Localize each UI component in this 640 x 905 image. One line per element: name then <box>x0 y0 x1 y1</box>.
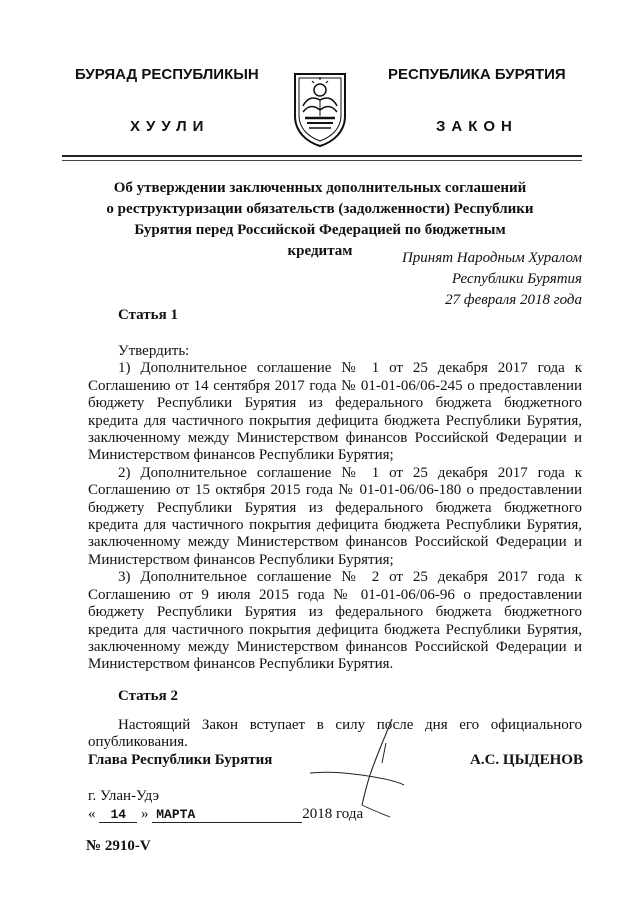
law-title-line: о реструктуризации обязательств (задолженности) Республики <box>106 201 534 217</box>
adoption-line: Республики Бурятия <box>451 271 582 287</box>
coat-of-arms-icon <box>291 70 349 148</box>
article-2-text: Настоящий Закон вступает в силу после дня его официального опубликования. <box>88 717 582 751</box>
adoption-line: Принят Народным Хуралом <box>401 250 582 266</box>
date-close-quote: » <box>141 806 149 822</box>
signing-date <box>88 806 363 823</box>
article-1-item: 2) Дополнительное соглашение № 1 от 25 декабря 2017 года к Соглашению от 15 октября 2015 года № 01-01-06/06-180 о предоставлении бюджету Республики Бурятия из федерального бюджета бюджетного кредита для частичного покрытия дефицита бюджета Республики Бурятия, заключенному между Министерством финансов Российской Федерации и Министерством финансов Республики Бурятия; <box>88 464 582 568</box>
handwritten-signature <box>300 715 410 820</box>
adoption-date: 27 февраля 2018 года <box>445 292 582 308</box>
header-right-title: РЕСПУБЛИКА БУРЯТИЯ <box>388 66 566 83</box>
article-2-heading: Статья 2 <box>118 688 178 704</box>
signatory-position: Глава Республики Бурятия <box>88 752 273 768</box>
law-number: № 2910-V <box>86 838 151 854</box>
header-rule-thick <box>62 155 582 157</box>
date-year: 2018 года <box>302 806 364 822</box>
signatory-name: А.С. ЦЫДЕНОВ <box>470 752 583 768</box>
date-day: 14 <box>99 807 137 823</box>
law-title-line: Об утверждении заключенных дополнительных соглашений <box>113 180 527 196</box>
header-left-title: БУРЯАД РЕСПУБЛИКЫН <box>75 66 259 83</box>
place: г. Улан-Удэ <box>88 788 160 804</box>
article-1-body <box>88 343 582 674</box>
header-left-subtitle: ХУУЛИ <box>130 118 210 135</box>
article-1-heading: Статья 1 <box>118 307 178 323</box>
adoption-block <box>402 248 582 311</box>
date-open-quote: « <box>88 806 96 822</box>
article-1-item: 1) Дополнительное соглашение № 1 от 25 декабря 2017 года к Соглашению от 14 сентября 2017 года № 01-01-06/06-245 о предоставлении бюджету Республики Бурятия из федерального бюджета бюджетного кредита для частичного покрытия дефицита бюджета Республики Бурятия, заключенному между Министерством финансов Российской Федерации и Министерством финансов Республики Бурятия; <box>88 360 582 464</box>
article-1-item: 3) Дополнительное соглашение № 2 от 25 декабря 2017 года к Соглашению от 9 июля 2015 года № 01-01-06/06-96 о предоставлении бюджету Республики Бурятия из федерального бюджета бюджетного кредита для частичного покрытия дефицита бюджета Республики Бурятия, заключенному между Министерством финансов Российской Федерации и Министерством финансов Республики Бурятия. <box>88 569 582 673</box>
date-month: МАРТА <box>152 807 302 823</box>
header-right-subtitle: ЗАКОН <box>436 118 518 135</box>
header-rule-thin <box>62 160 582 161</box>
law-title-line: Бурятия перед Российской Федерацией по бюджетным кредитам <box>134 222 506 259</box>
article-1-intro: Утвердить: <box>118 343 190 359</box>
